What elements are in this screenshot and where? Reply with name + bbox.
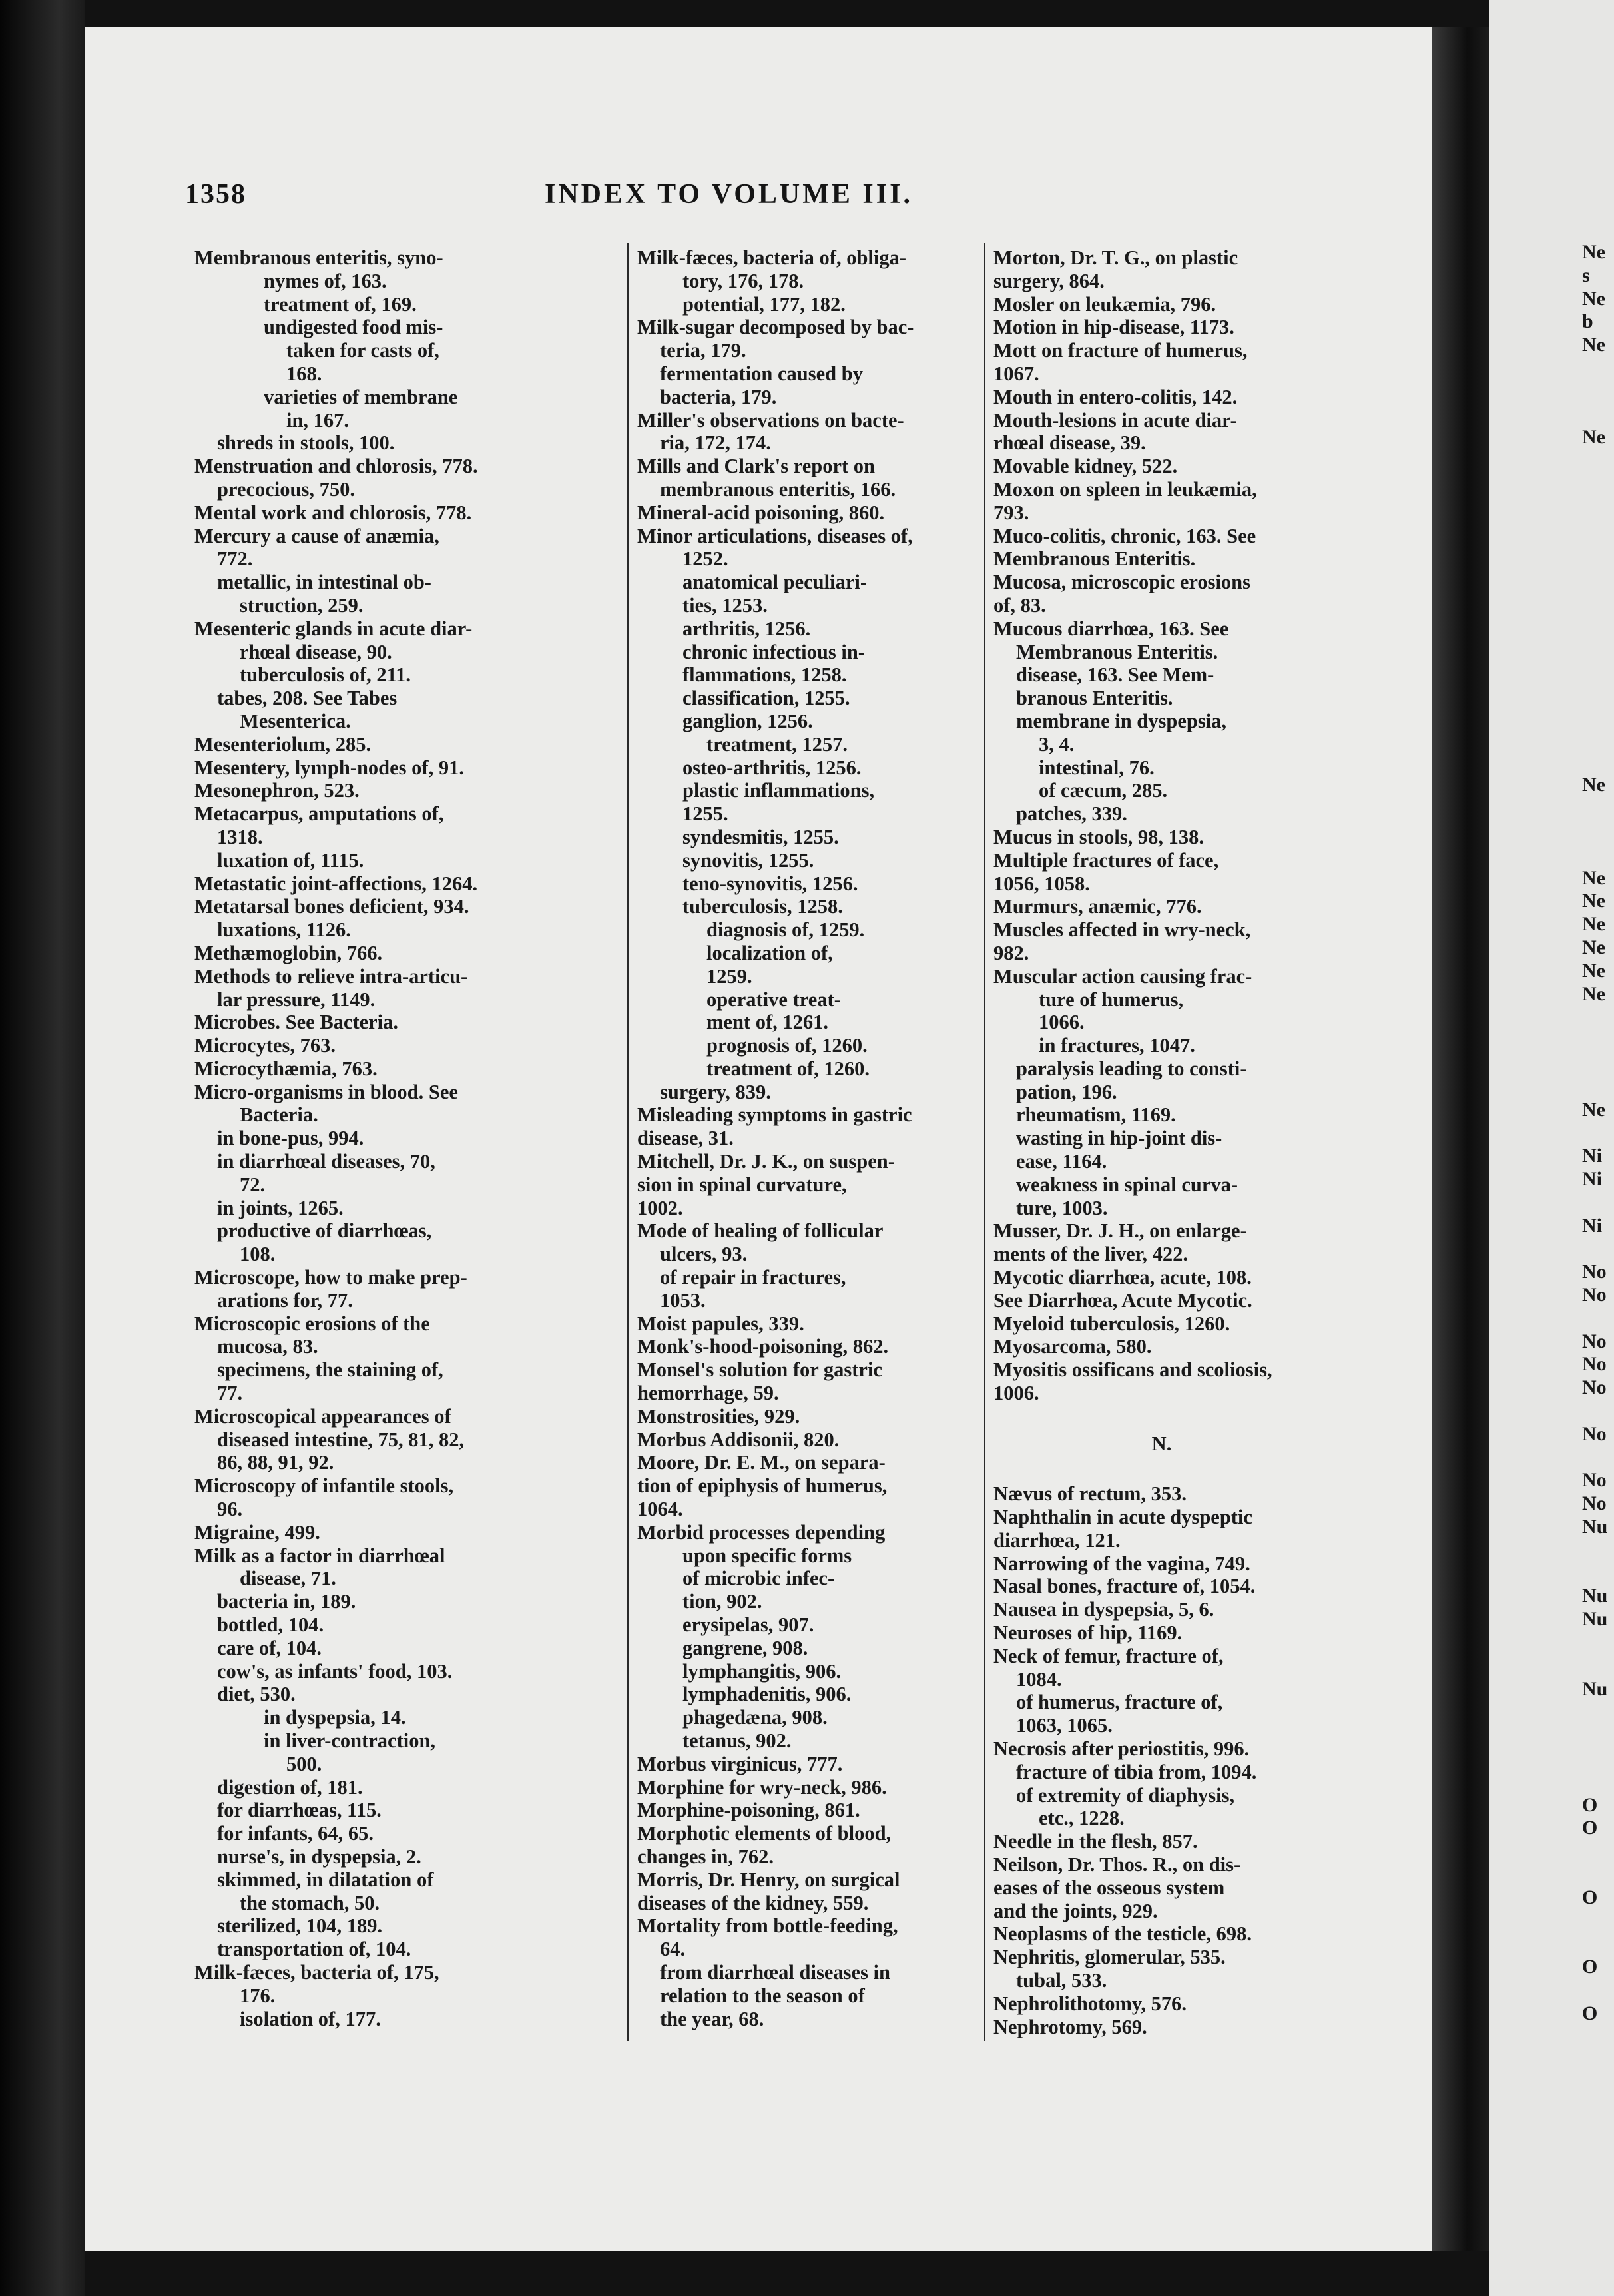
adjacent-page-fragment: Ne [1582,913,1605,936]
book-binding-edge [0,0,85,2296]
adjacent-page-fragment: Ni [1582,1145,1602,1167]
index-entry: Muscles affected in wry-neck, [993,918,1251,942]
index-entry: Milk-sugar decomposed by bac- [637,316,914,339]
index-subentry: plastic inflammations, [682,779,875,802]
adjacent-page-fragment: No [1582,1330,1607,1352]
index-entry: Mesenteriolum, 285. [194,732,372,756]
adjacent-page-fragment: No [1582,1492,1607,1515]
index-subentry: in, 167. [286,408,350,431]
index-subentry: undigested food mis- [264,316,443,339]
index-subentry: tubal, 533. [1016,1968,1107,1992]
index-subentry: from diarrhœal diseases in [660,1960,890,1984]
index-entry: Mortality from bottle-feeding, [637,1914,898,1938]
index-subentry: care of, 104. [217,1636,322,1659]
index-subentry: chronic infectious in- [682,640,865,663]
index-entry: Mouth-lesions in acute diar- [993,408,1237,431]
index-subentry: lymphangitis, 906. [682,1659,842,1683]
index-entry: Muco-colitis, chronic, 163. See [993,524,1256,547]
index-subentry: the year, 68. [660,2007,764,2030]
index-subentry: productive of diarrhœas, [217,1219,432,1243]
index-entry: Mercury a cause of anæmia, [194,524,439,547]
index-entry: Needle in the flesh, 857. [993,1830,1198,1853]
adjacent-page-fragment: No [1582,1469,1607,1492]
adjacent-page-fragment: Ne [1582,890,1605,912]
index-entry: Morphine-poisoning, 861. [637,1799,860,1822]
index-entry: Morbid processes depending [637,1520,886,1544]
index-entry: Nephritis, glomerular, 535. [993,1946,1226,1969]
index-entry: Mineral-acid poisoning, 860. [637,501,885,524]
index-entry: Micro-organisms in blood. See [194,1080,458,1103]
index-subentry: intestinal, 76. [1039,756,1155,779]
index-subentry: skimmed, in dilatation of [217,1868,434,1891]
index-entry: Misleading symptoms in gastric [637,1103,912,1127]
index-entry: Neck of femur, fracture of, [993,1644,1224,1667]
index-entry: Nausea in dyspepsia, 5, 6. [993,1598,1214,1621]
index-subentry: ture, 1003. [1016,1196,1108,1219]
index-subentry: syndesmitis, 1255. [682,825,839,848]
index-entry: Mesentery, lymph-nodes of, 91. [194,756,464,779]
index-entry: Nasal bones, fracture of, 1054. [993,1575,1256,1598]
index-entry: Morbus Addisonii, 820. [637,1428,840,1451]
index-entry: Neuroses of hip, 1169. [993,1621,1183,1645]
index-subentry: nymes of, 163. [264,269,387,292]
index-entry: Mucus in stools, 98, 138. [993,825,1205,848]
index-subentry: fracture of tibia from, 1094. [1016,1760,1257,1783]
index-subentry: 500. [286,1752,322,1775]
index-entry: Monk's-hood-poisoning, 862. [637,1335,889,1358]
index-subentry: sterilized, 104, 189. [217,1914,383,1938]
index-subentry: treatment of, 1260. [706,1057,870,1080]
adjacent-page-fragment: Ne [1582,1098,1605,1121]
index-subentry: shreds in stools, 100. [217,431,395,455]
index-entry: Morphine for wry-neck, 986. [637,1775,887,1799]
index-entry: of, 83. [993,593,1046,617]
index-subentry: bottled, 104. [217,1613,324,1637]
column-divider-rule [627,243,629,2041]
index-subentry: upon specific forms [682,1544,852,1567]
index-subentry: pation, 196. [1016,1080,1117,1103]
index-entry: 1064. [637,1498,683,1521]
index-subentry: luxation of, 1115. [217,848,364,872]
index-subentry: for diarrhœas, 115. [217,1799,382,1822]
index-entry: eases of the osseous system [993,1876,1225,1899]
adjacent-page-fragment: Nu [1582,1516,1608,1538]
index-subentry: isolation of, 177. [240,2007,381,2030]
index-entry: ments of the liver, 422. [993,1243,1188,1266]
index-subentry: 1255. [682,802,728,826]
index-entry: See Diarrhœa, Acute Mycotic. [993,1289,1252,1312]
index-entry: hemorrhage, 59. [637,1382,779,1405]
index-entry: Mosler on leukæmia, 796. [993,292,1216,316]
adjacent-page-fragment: Ni [1582,1168,1602,1190]
index-subentry: flammations, 1258. [682,663,847,687]
index-subentry: tabes, 208. See Tabes [217,687,398,710]
index-subentry: of repair in fractures, [660,1266,846,1289]
index-subentry: nurse's, in dyspepsia, 2. [217,1845,421,1868]
index-entry: Morton, Dr. T. G., on plastic [993,246,1238,269]
index-subentry: fermentation caused by [660,362,863,385]
index-subentry: mucosa, 83. [217,1335,318,1358]
index-entry: Miller's observations on bacte- [637,408,904,431]
index-entry: Narrowing of the vagina, 749. [993,1552,1250,1575]
index-entry: sion in spinal curvature, [637,1173,847,1196]
index-entry: Nævus of rectum, 353. [993,1482,1187,1506]
index-subentry: in dyspepsia, 14. [264,1706,406,1729]
index-entry: Mills and Clark's report on [637,455,875,478]
index-entry: Neilson, Dr. Thos. R., on dis- [993,1853,1241,1876]
index-entry: Myosarcoma, 580. [993,1335,1152,1358]
index-entry: Nephrotomy, 569. [993,2015,1147,2038]
adjacent-page-fragment: O [1582,1793,1598,1816]
index-subentry: localization of, [706,941,833,964]
index-subentry: in fractures, 1047. [1039,1034,1195,1057]
adjacent-page-fragment: s [1582,264,1590,286]
index-subentry: 176. [240,1984,276,2007]
index-entry: Neoplasms of the testicle, 698. [993,1922,1252,1946]
index-entry: Myeloid tuberculosis, 1260. [993,1312,1230,1335]
index-entry: Multiple fractures of face, [993,848,1219,872]
index-subentry: surgery, 839. [660,1080,771,1103]
index-subentry: Mesenterica. [240,709,351,732]
index-column-1 [194,246,607,2030]
index-subentry: tuberculosis, 1258. [682,895,843,918]
index-subentry: in diarrhœal diseases, 70, [217,1150,435,1173]
index-subentry: relation to the season of [660,1984,865,2007]
index-subentry: 3, 4. [1039,732,1075,756]
adjacent-page-fragment: No [1582,1353,1607,1376]
index-entry: 1067. [993,362,1039,385]
index-subentry: varieties of membrane [264,385,458,408]
section-spacer [993,1459,1330,1482]
index-entry: Microbes. See Bacteria. [194,1011,399,1034]
index-entry: Moore, Dr. E. M., on separa- [637,1451,886,1474]
index-entry: Microscopical appearances of [194,1404,451,1428]
index-entry: Menstruation and chlorosis, 778. [194,455,478,478]
index-subentry: Bacteria. [240,1103,318,1127]
index-subentry: 72. [240,1173,266,1196]
index-subentry: membrane in dyspepsia, [1016,709,1227,732]
index-subentry: paralysis leading to consti- [1016,1057,1247,1080]
index-subentry: transportation of, 104. [217,1938,411,1961]
index-entry: Mott on fracture of humerus, [993,339,1248,362]
index-subentry: arations for, 77. [217,1289,353,1312]
index-entry: Naphthalin in acute dyspeptic [993,1506,1252,1529]
section-spacer [993,1405,1330,1428]
index-subentry: ganglion, 1256. [682,709,813,732]
index-subentry: 1063, 1065. [1016,1714,1113,1737]
index-subentry: teno-synovitis, 1256. [682,872,858,895]
index-subentry: bacteria, 179. [660,385,777,408]
index-subentry: the stomach, 50. [240,1891,380,1914]
index-subentry: disease, 163. See Mem- [1016,663,1214,687]
index-subentry: ease, 1164. [1016,1150,1107,1173]
index-subentry: disease, 71. [240,1567,336,1590]
index-entry: diseases of the kidney, 559. [637,1891,869,1914]
index-subentry: of extremity of diaphysis, [1016,1783,1235,1807]
index-entry: 1056, 1058. [993,872,1090,895]
index-subentry: 772. [217,547,253,571]
adjacent-page-fragment: Ne [1582,866,1605,889]
index-subentry: diagnosis of, 1259. [706,918,865,942]
index-entry: Milk-fæces, bacteria of, 175, [194,1960,439,1984]
index-subentry: struction, 259. [240,593,364,617]
index-subentry: in bone-pus, 994. [217,1127,364,1150]
index-entry: 982. [993,941,1029,964]
index-entry: Microscope, how to make prep- [194,1266,467,1289]
index-subentry: 1252. [682,547,728,571]
index-subentry: 64. [660,1938,686,1961]
index-subentry: Membranous Enteritis. [1016,640,1218,663]
page-number: 1358 [185,179,246,210]
index-subentry: diet, 530. [217,1683,296,1706]
adjacent-page-fragment: Ne [1582,287,1605,310]
adjacent-page-fragment: Ne [1582,241,1605,263]
index-subentry: digestion of, 181. [217,1775,363,1799]
index-entry: Mental work and chlorosis, 778. [194,501,472,524]
index-entry: Murmurs, anæmic, 776. [993,895,1202,918]
index-entry: Mitchell, Dr. J. K., on suspen- [637,1150,895,1173]
index-entry: disease, 31. [637,1127,734,1150]
index-subentry: taken for casts of, [286,339,439,362]
index-subentry: lymphadenitis, 906. [682,1683,852,1706]
adjacent-page-fragment: Ne [1582,982,1605,1005]
adjacent-page-fragment: O [1582,1886,1598,1908]
index-subentry: 1259. [706,964,752,988]
index-entry: Mesonephron, 523. [194,779,360,802]
index-subentry: branous Enteritis. [1016,687,1173,710]
index-column-3 [993,246,1330,2038]
column-divider-rule [984,243,985,2041]
index-subentry: patches, 339. [1016,802,1127,826]
index-subentry: treatment, 1257. [706,732,848,756]
index-entry: Mode of healing of follicular [637,1219,884,1243]
index-subentry: prognosis of, 1260. [706,1034,868,1057]
index-entry: Mouth in entero-colitis, 142. [993,385,1238,408]
index-entry: Membranous enteritis, syno- [194,246,443,269]
index-entry: Metatarsal bones deficient, 934. [194,895,469,918]
index-subentry: membranous enteritis, 166. [660,477,896,501]
adjacent-page-fragment: No [1582,1422,1607,1445]
index-entry: 1002. [637,1196,683,1219]
index-subentry: 96. [217,1498,243,1521]
index-subentry: 86, 88, 91, 92. [217,1451,334,1474]
index-subentry: arthritis, 1256. [682,617,811,640]
index-entry: Morphotic elements of blood, [637,1822,892,1845]
index-entry: diarrhœa, 121. [993,1528,1121,1552]
index-entry: Mucous diarrhœa, 163. See [993,617,1229,640]
index-entry: Migraine, 499. [194,1520,320,1544]
index-entry: Monstrosities, 929. [637,1404,800,1428]
index-entry: Myositis ossificans and scoliosis, [993,1358,1272,1382]
index-entry: Milk as a factor in diarrhœal [194,1544,445,1567]
index-subentry: 77. [217,1382,243,1405]
index-entry: Moxon on spleen in leukæmia, [993,477,1257,501]
adjacent-page-fragment: O [1582,1817,1598,1839]
index-entry: Metacarpus, amputations of, [194,802,444,826]
index-subentry: teria, 179. [660,339,746,362]
index-subentry: tetanus, 902. [682,1729,792,1752]
index-subentry: in joints, 1265. [217,1196,344,1219]
index-subentry: of humerus, fracture of, [1016,1691,1223,1714]
index-entry: tion of epiphysis of humerus, [637,1474,888,1498]
index-subentry: tuberculosis of, 211. [240,663,411,687]
adjacent-page-fragment: Ne [1582,774,1605,796]
index-entry: Monsel's solution for gastric [637,1358,882,1382]
index-subentry: etc., 1228. [1039,1807,1125,1830]
index-subentry: precocious, 750. [217,477,355,501]
index-entry: rhœal disease, 39. [993,431,1146,455]
index-entry: Milk-fæces, bacteria of, obliga- [637,246,907,269]
index-entry: Moist papules, 339. [637,1312,804,1335]
adjacent-page-fragment: Ni [1582,1214,1602,1237]
adjacent-page-fragment: No [1582,1376,1607,1399]
index-subentry: cow's, as infants' food, 103. [217,1659,453,1683]
index-entry: 793. [993,501,1029,524]
adjacent-page-fragment: Nu [1582,1608,1608,1631]
index-subentry: metallic, in intestinal ob- [217,571,431,594]
index-entry: Methæmoglobin, 766. [194,941,383,964]
index-entry: Microcytes, 763. [194,1034,336,1057]
index-subentry: 1066. [1039,1011,1085,1034]
index-entry: Necrosis after periostitis, 996. [993,1737,1250,1760]
index-subentry: 1053. [660,1289,706,1312]
index-subentry: osteo-arthritis, 1256. [682,756,862,779]
adjacent-page-fragment: b [1582,310,1593,333]
index-subentry: gangrene, 908. [682,1636,808,1659]
adjacent-page-fragment: Nu [1582,1677,1608,1700]
index-entry: Membranous Enteritis. [993,547,1196,571]
index-subentry: 108. [240,1243,276,1266]
index-subentry: erysipelas, 907. [682,1613,814,1637]
index-subentry: synovitis, 1255. [682,848,814,872]
adjacent-page-fragment: No [1582,1261,1607,1283]
index-subentry: 1318. [217,825,263,848]
index-subentry: for infants, 64, 65. [217,1822,374,1845]
section-letter-heading: N. [1151,1432,1172,1455]
adjacent-page-fragment: O [1582,1956,1598,1978]
adjacent-page-fragment: Ne [1582,334,1605,356]
index-subentry: weakness in spinal curva- [1016,1173,1238,1196]
index-entry: surgery, 864. [993,269,1105,292]
index-entry: Musser, Dr. J. H., on enlarge- [993,1219,1247,1243]
index-entry: Metastatic joint-affections, 1264. [194,872,478,895]
index-entry: Movable kidney, 522. [993,455,1178,478]
index-entry: Microscopy of infantile stools, [194,1474,454,1498]
adjacent-page-fragment: Ne [1582,426,1605,449]
index-subentry: diseased intestine, 75, 81, 82, [217,1428,465,1451]
index-subentry: wasting in hip-joint dis- [1016,1127,1222,1150]
index-entry: Minor articulations, diseases of, [637,524,913,547]
index-entry: Microscopic erosions of the [194,1312,430,1335]
adjacent-page-fragment: Ne [1582,959,1605,982]
index-entry: Motion in hip-disease, 1173. [993,316,1234,339]
index-entry: Muscular action causing frac- [993,964,1252,988]
index-entry: Microcythæmia, 763. [194,1057,378,1080]
index-subentry: of cæcum, 285. [1039,779,1168,802]
index-subentry: ture of humerus, [1039,988,1184,1011]
running-title: INDEX TO VOLUME III. [545,179,913,210]
index-entry: and the joints, 929. [993,1899,1158,1922]
index-entry: 1006. [993,1382,1039,1405]
index-entry: Morris, Dr. Henry, on surgical [637,1868,900,1891]
index-subentry: anatomical peculiari- [682,571,868,594]
index-subentry: classification, 1255. [682,687,850,710]
index-entry: changes in, 762. [637,1845,774,1868]
index-entry: Mucosa, microscopic erosions [993,571,1251,594]
index-column-2 [637,246,970,2030]
index-subentry: of microbic infec- [682,1567,835,1590]
index-entry: Methods to relieve intra-articu- [194,964,468,988]
index-subentry: luxations, 1126. [217,918,351,942]
index-subentry: in liver-contraction, [264,1729,436,1752]
adjacent-page-fragment: Nu [1582,1585,1608,1607]
index-subentry: operative treat- [706,988,841,1011]
index-subentry: rheumatism, 1169. [1016,1103,1176,1127]
index-subentry: specimens, the staining of, [217,1358,443,1382]
index-subentry: bacteria in, 189. [217,1590,356,1613]
index-subentry: 1084. [1016,1667,1062,1691]
adjacent-page-fragment: O [1582,2002,1598,2024]
index-subentry: potential, 177, 182. [682,292,846,316]
spine-shadow [1432,27,1491,2251]
index-subentry: lar pressure, 1149. [217,988,376,1011]
index-entry: Morbus virginicus, 777. [637,1752,843,1775]
index-entry: Mesenteric glands in acute diar- [194,617,473,640]
index-subentry: rhœal disease, 90. [240,640,392,663]
index-subentry: ulcers, 93. [660,1243,748,1266]
index-subentry: ria, 172, 174. [660,431,771,455]
index-subentry: 168. [286,362,322,385]
index-entry: Nephrolithotomy, 576. [993,1992,1187,2015]
index-entry: Mycotic diarrhœa, acute, 108. [993,1266,1252,1289]
index-subentry: tion, 902. [682,1590,762,1613]
index-subentry: tory, 176, 178. [682,269,804,292]
index-subentry: phagedæna, 908. [682,1706,828,1729]
adjacent-page-fragment: No [1582,1284,1607,1306]
adjacent-page-fragment: Ne [1582,936,1605,958]
index-subentry: treatment of, 169. [264,292,417,316]
index-subentry: ties, 1253. [682,593,768,617]
index-subentry: ment of, 1261. [706,1011,828,1034]
